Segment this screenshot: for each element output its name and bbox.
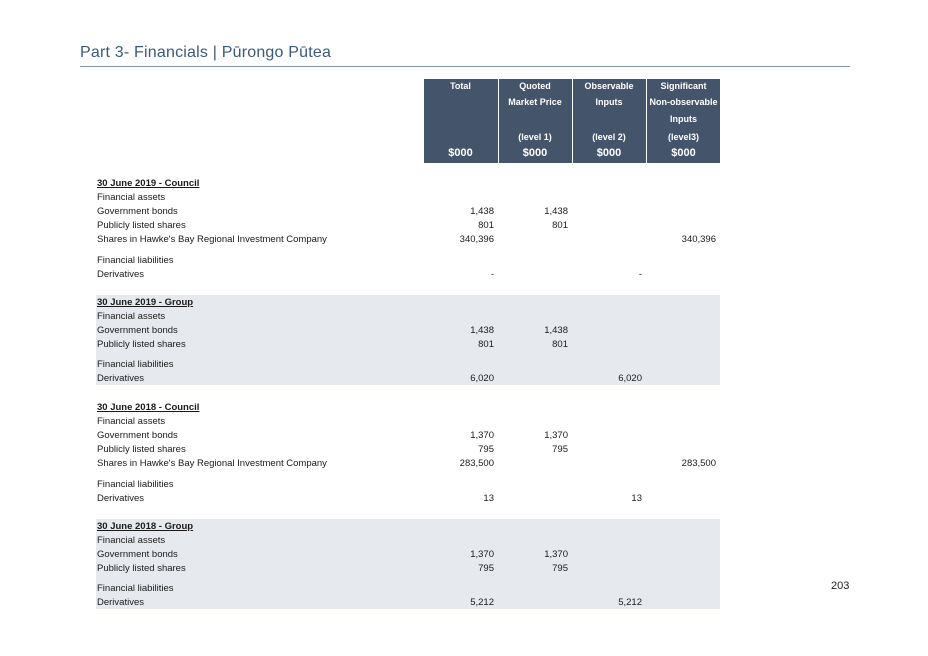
- header-col-level3: [647, 79, 720, 163]
- value-level2: -: [638, 269, 642, 280]
- table-header: [424, 79, 720, 163]
- row-label: Publicly listed shares: [97, 444, 186, 455]
- table-row: [96, 205, 720, 219]
- row-label: Government bonds: [97, 549, 178, 560]
- value-total: 1,438: [470, 206, 494, 217]
- title-divider: [80, 66, 850, 67]
- category-label: Financial assets: [97, 535, 166, 546]
- value-total: 1,370: [470, 430, 494, 441]
- page-title: Part 3- Financials | Pūrongo Pūtea: [80, 44, 332, 61]
- value-total: 795: [478, 444, 494, 455]
- table-row: [96, 548, 720, 562]
- row-label: Shares in Hawke's Bay Regional Investment Company: [97, 458, 327, 469]
- section-2019-group: [96, 295, 720, 385]
- header-line: Significant: [660, 81, 707, 91]
- category-label: Financial liabilities: [97, 583, 174, 594]
- value-level3: 340,396: [681, 234, 716, 245]
- value-level2: 13: [631, 493, 642, 504]
- section-heading: 30 June 2018 - Group: [97, 521, 194, 532]
- category-label: Financial assets: [97, 416, 166, 427]
- page-number: 203: [831, 580, 850, 592]
- category-row: [96, 478, 720, 492]
- table-row: [96, 219, 720, 233]
- value-level1: 1,370: [544, 430, 568, 441]
- category-row: [96, 254, 720, 268]
- value-total: 801: [478, 339, 494, 350]
- header-line: Inputs: [595, 97, 623, 107]
- row-label: Government bonds: [97, 206, 178, 217]
- header-line: Total: [450, 81, 471, 91]
- row-label: Government bonds: [97, 430, 178, 441]
- table-row: [96, 429, 720, 443]
- row-label: Government bonds: [97, 325, 178, 336]
- value-level2: 6,020: [618, 373, 642, 384]
- value-total: -: [490, 269, 494, 280]
- section-heading: 30 June 2018 - Council: [97, 402, 200, 413]
- value-total: 1,438: [470, 325, 494, 336]
- header-line: Inputs: [670, 114, 697, 124]
- table-row: [96, 443, 720, 457]
- category-label: Financial assets: [97, 311, 166, 322]
- table-row: [96, 372, 720, 386]
- category-row: [96, 582, 720, 596]
- value-total: 5,212: [470, 597, 494, 608]
- category-label: Financial liabilities: [97, 255, 174, 266]
- category-row: [96, 534, 720, 548]
- row-label: Shares in Hawke's Bay Regional Investment Company: [97, 234, 327, 245]
- category-label: Financial liabilities: [97, 479, 174, 490]
- value-total: 1,370: [470, 549, 494, 560]
- value-total: 795: [478, 563, 494, 574]
- header-level: (level3): [667, 132, 700, 142]
- header-col-level2: [573, 79, 645, 163]
- value-level1: 795: [552, 563, 568, 574]
- section-2018-group: [96, 519, 720, 609]
- value-level1: 1,438: [544, 206, 568, 217]
- value-level2: 5,212: [618, 597, 642, 608]
- header-unit: $000: [522, 147, 548, 159]
- table-row: [96, 562, 720, 576]
- value-level1: 801: [552, 220, 568, 231]
- category-label: Financial assets: [97, 192, 166, 203]
- value-total: 340,396: [459, 234, 494, 245]
- row-label: Publicly listed shares: [97, 563, 186, 574]
- section-2018-council: [96, 401, 720, 509]
- category-row: [96, 191, 720, 205]
- header-level: (level 2): [592, 132, 626, 142]
- section-heading-row: [96, 401, 720, 415]
- header-unit: $000: [448, 147, 473, 159]
- value-level3: 283,500: [681, 458, 716, 469]
- table-row: [96, 596, 720, 610]
- section-heading-row: [96, 520, 720, 534]
- value-level1: 1,438: [544, 325, 568, 336]
- row-label: Derivatives: [97, 373, 144, 384]
- category-label: Financial liabilities: [97, 359, 174, 370]
- value-total: 801: [478, 220, 494, 231]
- header-level: (level 1): [518, 132, 552, 142]
- row-label: Publicly listed shares: [97, 339, 186, 350]
- header-line: Non-observable: [649, 97, 718, 107]
- header-line: Market Price: [508, 97, 562, 107]
- header-unit: $000: [596, 147, 622, 159]
- value-total: 283,500: [459, 458, 494, 469]
- header-line: Quoted: [519, 81, 551, 91]
- table-row: [96, 324, 720, 338]
- table-row: [96, 492, 720, 506]
- section-heading: 30 June 2019 - Council: [97, 178, 200, 189]
- header-col-total: [424, 79, 497, 163]
- category-row: [96, 358, 720, 372]
- category-row: [96, 310, 720, 324]
- section-heading: 30 June 2019 - Group: [97, 297, 194, 308]
- row-label: Derivatives: [97, 597, 144, 608]
- header-line: Observable: [584, 81, 634, 91]
- value-total: 13: [483, 493, 494, 504]
- section-heading-row: [96, 296, 720, 310]
- table-row: [96, 338, 720, 352]
- value-level1: 801: [552, 339, 568, 350]
- table-row: [96, 268, 720, 282]
- section-2019-council: [96, 177, 720, 285]
- header-col-level1: [499, 79, 571, 163]
- row-label: Derivatives: [97, 493, 144, 504]
- value-level1: 795: [552, 444, 568, 455]
- row-label: Derivatives: [97, 269, 144, 280]
- value-total: 6,020: [470, 373, 494, 384]
- row-label: Publicly listed shares: [97, 220, 186, 231]
- table-row: [96, 233, 720, 247]
- value-level1: 1,370: [544, 549, 568, 560]
- category-row: [96, 415, 720, 429]
- header-unit: $000: [671, 147, 696, 159]
- section-heading-row: [96, 177, 720, 191]
- table-row: [96, 457, 720, 471]
